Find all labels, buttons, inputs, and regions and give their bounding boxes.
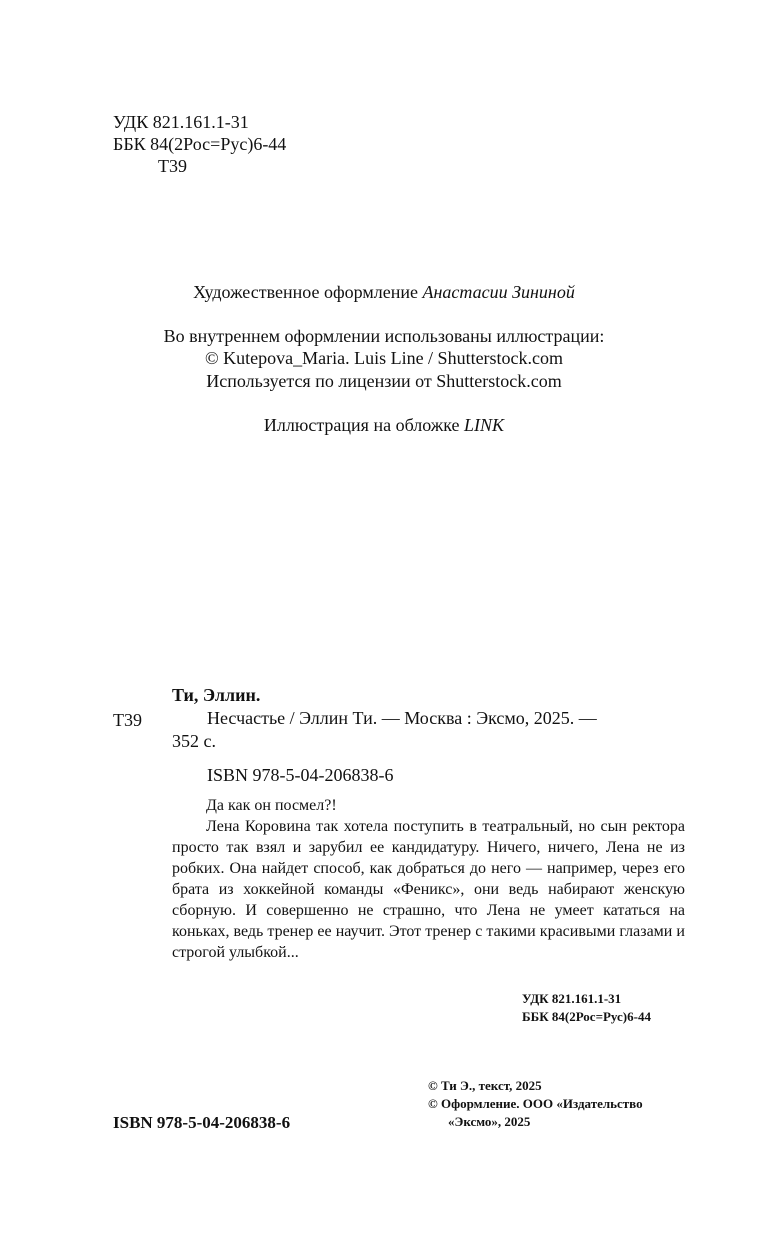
catalog-author: Ти, Эллин. (172, 685, 261, 705)
illustrations-line-2: © Kutepova_Maria. Luis Line / Shutterstock.com (204, 348, 564, 368)
cover-credit (0, 414, 768, 436)
annotation (172, 795, 685, 963)
udk-code: УДК 821.161.1-31 (113, 112, 249, 132)
design-credit-prefix: Художественное оформление (193, 282, 423, 302)
cover-credit-prefix: Иллюстрация на обложке (263, 415, 465, 435)
footer-isbn: ISBN 978-5-04-206838-6 (113, 1113, 291, 1132)
bbk-right: ББК 84(2Рос=Рус)6-44 (522, 1009, 651, 1024)
catalog-code: Т39 (113, 710, 142, 730)
author-sign-code: Т39 (158, 156, 187, 176)
copyright-design-line-1: © Оформление. ООО «Издательство (428, 1096, 643, 1111)
catalog-isbn: ISBN 978-5-04-206838-6 (207, 765, 394, 785)
cover-artist-name: LINK (464, 415, 505, 435)
catalog-title-line-1: Несчастье / Эллин Ти. — Москва : Эксмо, 2025. — (207, 708, 597, 728)
design-credit (0, 281, 768, 303)
designer-name: Анастасии Зининой (422, 282, 575, 302)
annotation-paragraph-2: Лена Коровина так хотела поступить в театральный, но сын ректора просто так взял и зарубил ее кандидатуру. Ничего, ничего, Лена не из робких. Она найдет способ, как добраться до него — например, через его брата из хоккейной команды «Феникс», они ведь набирают женскую сборную. И совершенно не страшно, что Лена не умеет кататься на коньках, ведь тренер ее научит. Этот тренер с такими красивыми глазами и строгой улыбкой... (172, 818, 685, 961)
illustrations-line-3: Используется по лицензии от Shutterstock.com (206, 371, 562, 391)
copyright-text: © Ти Э., текст, 2025 (428, 1078, 542, 1093)
udk-right: УДК 821.161.1-31 (522, 991, 622, 1006)
annotation-paragraph-1: Да как он посмел?! (206, 797, 337, 814)
illustrations-line-1: Во внутреннем оформлении использованы иллюстрации: (163, 326, 605, 346)
copyright-design-line-2: «Эксмо», 2025 (448, 1114, 531, 1129)
bbk-code: ББК 84(2Рос=Рус)6-44 (113, 134, 287, 154)
catalog-title-line-2: 352 с. (172, 731, 216, 751)
